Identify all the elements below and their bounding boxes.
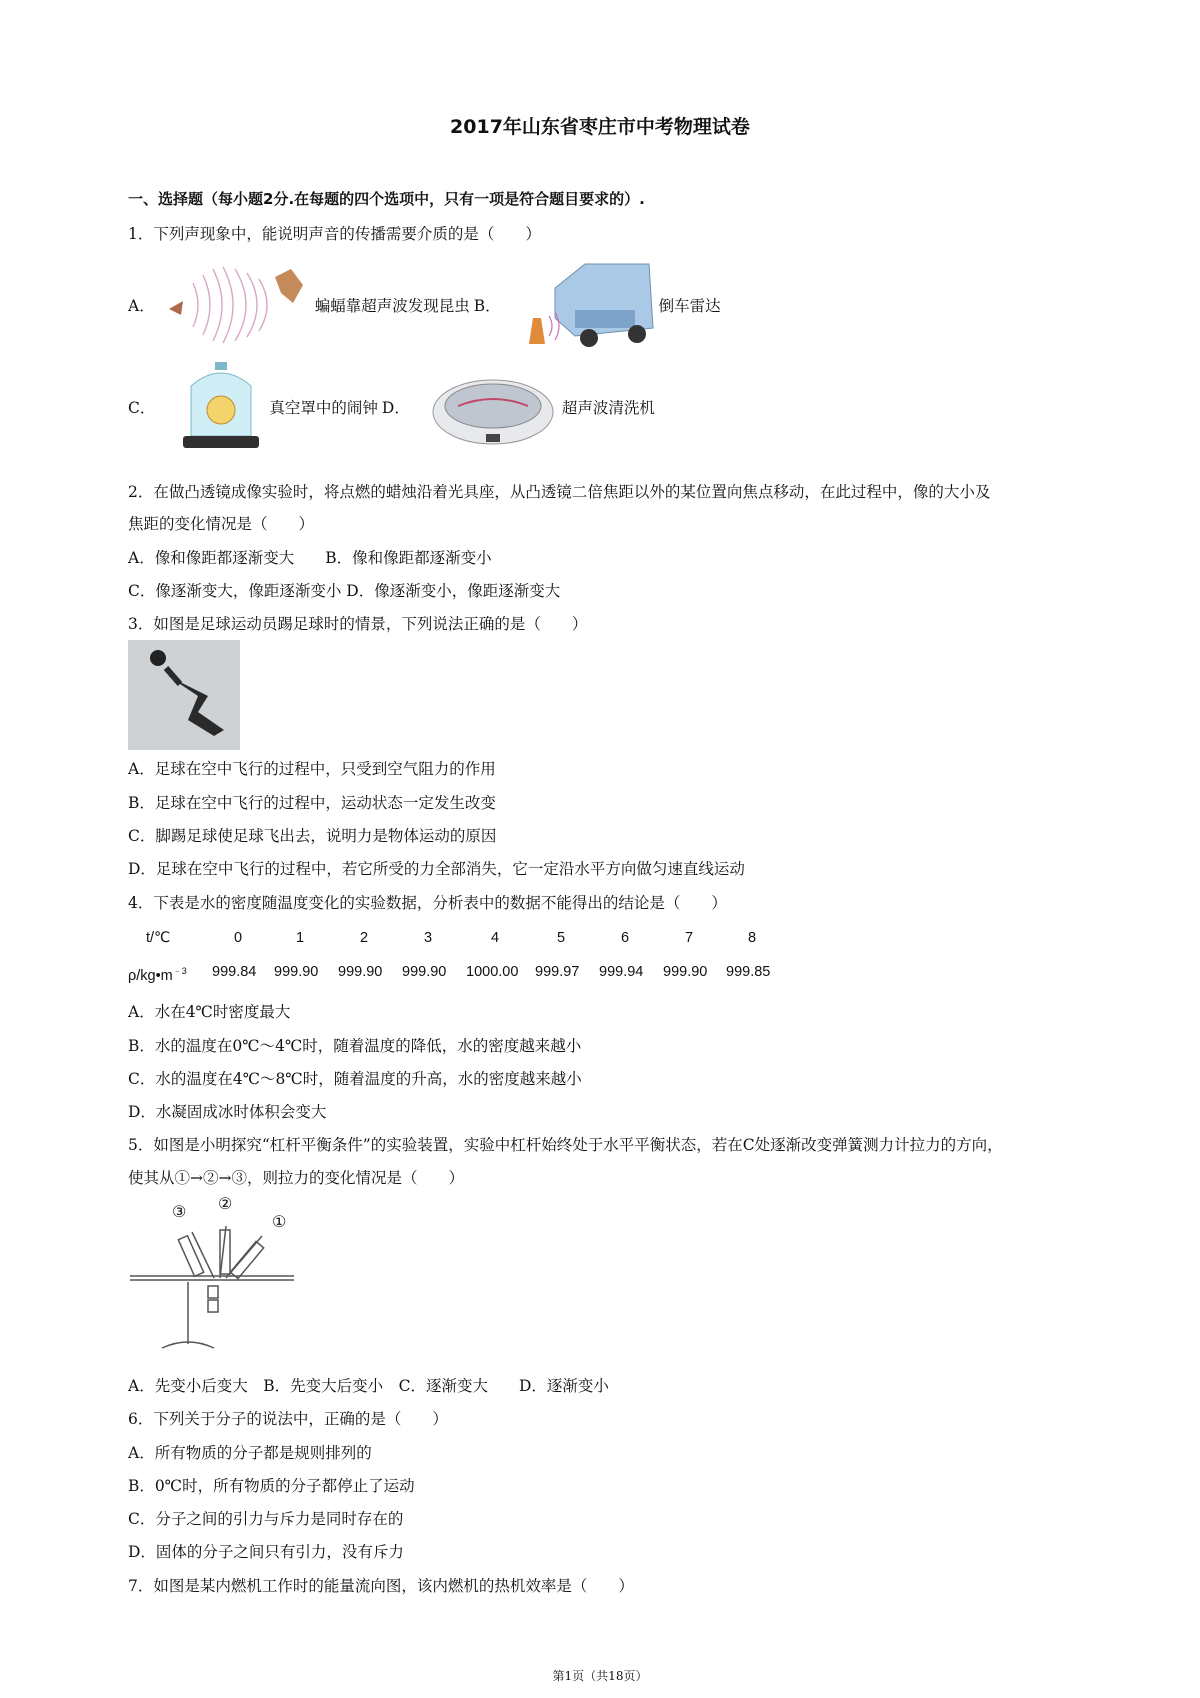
page-title: 2017年山东省枣庄市中考物理试卷 <box>450 116 750 138</box>
bat-ultrasound-image <box>163 263 311 347</box>
table-header-cell: 4 <box>491 930 500 946</box>
table-header-cell: t/℃ <box>146 930 171 946</box>
q2-stem-line2: 焦距的变化情况是（ ） <box>128 515 315 533</box>
q5-stem-line2: 使其从①→②→③，则拉力的变化情况是（ ） <box>128 1169 464 1187</box>
table-header-cell: 2 <box>360 930 369 946</box>
q3-option-d: D．足球在空中飞行的过程中，若它所受的力全部消失，它一定沿水平方向做匀速直线运动 <box>128 860 745 878</box>
section-heading: 一、选择题（每小题2分.在每题的四个选项中，只有一项是符合题目要求的）. <box>128 190 645 208</box>
table-cell: 999.90 <box>338 964 383 980</box>
q1-d-text: 超声波清洗机 <box>561 399 655 417</box>
table-cell: 999.84 <box>212 964 257 980</box>
table-header-cell: 7 <box>685 930 694 946</box>
q3-option-c: C．脚踢足球使足球飞出去，说明力是物体运动的原因 <box>128 827 497 845</box>
table-header-cell: 3 <box>424 930 433 946</box>
vacuum-bell-jar-image <box>177 360 265 454</box>
q2-stem-line1: 2．在做凸透镜成像实验时，将点燃的蜡烛沿着光具座，从凸透镜二倍焦距以外的某位置向焦点移动，在此过程中，像的大小及 <box>128 483 991 501</box>
q1-c-label: C． <box>128 399 156 417</box>
q4-option-c: C．水的温度在4℃～8℃时，随着温度的升高，水的密度越来越小 <box>128 1070 582 1088</box>
q1-options-row2 <box>128 360 659 454</box>
soccer-player-image <box>128 640 240 750</box>
q1-b-label: B． <box>473 297 501 315</box>
direction-mark-2: ② <box>218 1194 233 1213</box>
direction-mark-1: ① <box>272 1212 287 1231</box>
q1-stem: 1．下列声现象中，能说明声音的传播需要介质的是（ ） <box>128 225 541 243</box>
q7-stem: 7．如图是某内燃机工作时的能量流向图，该内燃机的热机效率是（ ） <box>128 1577 634 1595</box>
lever-apparatus-image <box>128 1196 296 1356</box>
q1-b-text: 倒车雷达 <box>658 297 721 315</box>
q1-d-label: D． <box>381 399 410 417</box>
q3-stem: 3．如图是足球运动员踢足球时的情景，下列说法正确的是（ ） <box>128 615 588 633</box>
q4-option-a: A．水在4℃时密度最大 <box>128 1003 291 1021</box>
q1-options-row1 <box>128 258 725 352</box>
table-cell: 999.97 <box>535 964 580 980</box>
q5-stem-line1: 5．如图是小明探究“杠杆平衡条件”的实验装置，实验中杠杆始终处于水平平衡状态，若在C处逐渐改变弹簧测力计拉力的方向， <box>128 1136 1003 1154</box>
ultrasonic-cleaner-image <box>428 362 558 452</box>
q6-option-a: A．所有物质的分子都是规则排列的 <box>128 1444 372 1462</box>
table-header-cell: 1 <box>296 930 305 946</box>
q6-option-b: B．0℃时，所有物质的分子都停止了运动 <box>128 1477 415 1495</box>
density-unit-exponent: ﹣3 <box>172 966 187 976</box>
q1-a-label: A． <box>128 297 155 315</box>
q1-a-text: 蝙蝠靠超声波发现昆虫 <box>314 297 470 315</box>
q5-options: A．先变小后变大 B．先变大后变小 C．逐渐变大 D．逐渐变小 <box>128 1377 609 1395</box>
table-cell: 999.85 <box>726 964 771 980</box>
q2-options-row1: A．像和像距都逐渐变大 B．像和像距都逐渐变小 <box>128 549 492 567</box>
direction-mark-3: ③ <box>172 1202 187 1221</box>
table-cell: 999.94 <box>599 964 644 980</box>
table-row-label <box>128 964 187 984</box>
q6-option-d: D．固体的分子之间只有引力，没有斥力 <box>128 1543 404 1561</box>
q3-option-a: A．足球在空中飞行的过程中，只受到空气阻力的作用 <box>128 760 496 778</box>
q6-stem: 6．下列关于分子的说法中，正确的是（ ） <box>128 1410 448 1428</box>
table-cell: 999.90 <box>274 964 319 980</box>
table-cell: 999.90 <box>663 964 708 980</box>
q4-option-d: D．水凝固成冰时体积会变大 <box>128 1103 327 1121</box>
q4-stem: 4．下表是水的密度随温度变化的实验数据，分析表中的数据不能得出的结论是（ ） <box>128 894 727 912</box>
q3-option-b: B．足球在空中飞行的过程中，运动状态一定发生改变 <box>128 794 496 812</box>
table-header-cell: 5 <box>557 930 566 946</box>
q6-option-c: C．分子之间的引力与斥力是同时存在的 <box>128 1510 404 1528</box>
q2-options-row2: C．像逐渐变大，像距逐渐变小 D．像逐渐变小，像距逐渐变大 <box>128 582 561 600</box>
table-cell: 1000.00 <box>466 964 519 980</box>
q1-c-text: 真空罩中的闹钟 <box>269 399 378 417</box>
table-header-cell: 6 <box>621 930 630 946</box>
table-header-cell: 8 <box>748 930 757 946</box>
table-header-cell: 0 <box>234 930 243 946</box>
q4-option-b: B．水的温度在0℃～4℃时，随着温度的降低，水的密度越来越小 <box>128 1037 582 1055</box>
table-cell: 999.90 <box>402 964 447 980</box>
page-footer: 第1页（共18页） <box>552 1669 648 1683</box>
density-unit: ρ/kg•m <box>128 967 173 984</box>
reversing-radar-image <box>515 258 655 352</box>
